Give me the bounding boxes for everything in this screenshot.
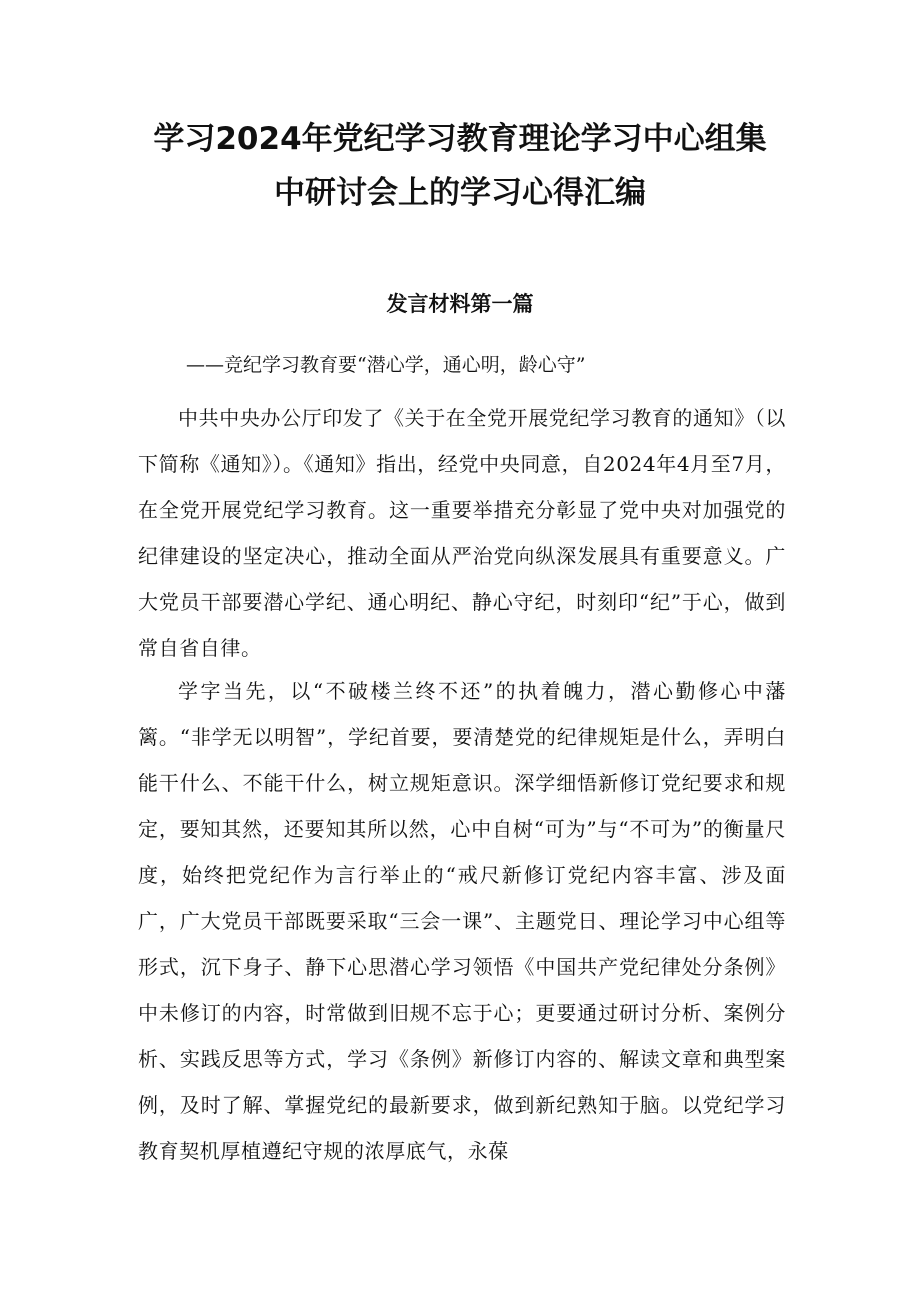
body-paragraph-2: 学字当先，以“不破楼兰终不还”的执着魄力，潜心勤修心中藩篱。“非学无以明智”，学纪首要，要清楚党的纪律规矩是什么，弄明白能干什么、不能干什么，树立规矩意识。深学细悟新修订党纪要求和规定，要知其然，还要知其所以然，心中自树“可为”与“不可为”的衡量尺度，始终把党纪作为言行举止的“戒尺新修订党纪内容丰富、涉及面广，广大党员干部既要采取“三会一课”、主题党日、理论学习中心组等形式，沉下身子、静下心思潜心学习领悟《中国共产党纪律处分条例》中未修订的内容，时常做到旧规不忘于心；更要通过研讨分析、案例分析、实践反思等方式，学习《条例》新修订内容的、解读文章和典型案例，及时了解、掌握党纪的最新要求，做到新纪熟知于脑。以党纪学习教育契机厚植遵纪守规的浓厚底气，永葆 [138, 679, 786, 1163]
section-title: 发言材料第一篇 [386, 292, 534, 316]
document-title: 学习2024年党纪学习教育理论学习中心组集中研讨会上的学习心得汇编 [153, 121, 767, 211]
section-subtitle: ——竞纪学习教育要“潜心学，通心明，龄心守” [186, 354, 586, 376]
body-paragraph-1: 中共中央办公厅印发了《关于在全党开展党纪学习教育的通知》（以下简称《通知》）。《通知》指出，经党中央同意，自2024年4月至7月，在全党开展党纪学习教育。这一重要举措充分彰显了党中央对加强党的纪律建设的坚定决心，推动全面从严治党向纵深发展具有重要意义。广大党员干部要潜心学纪、通心明纪、静心守纪，时刻印“纪”于心，做到常自省自律。 [138, 406, 786, 660]
